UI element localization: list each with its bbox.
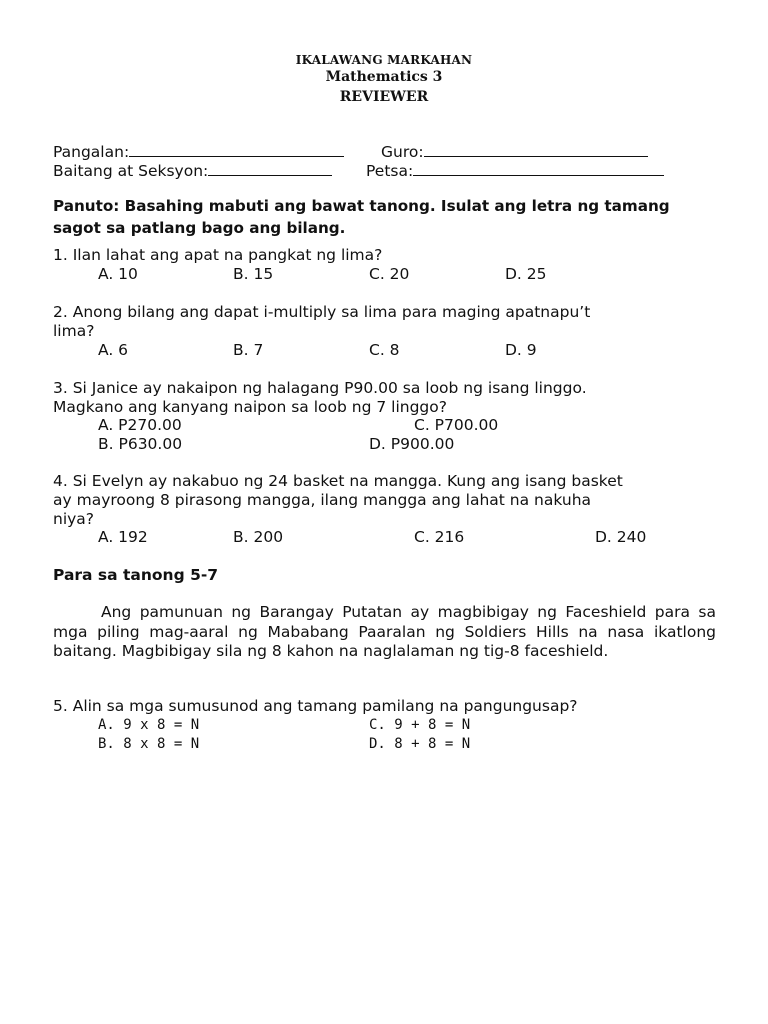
section-passage: Ang pamunuan ng Barangay Putatan ay magbibigay ng Faceshield para sa mga piling mag-aaral ng Mababang Paaralan ng Soldiers Hills na nasa ikatlong baitang. Magbibigay sila ng 8 kahon na naglalaman ng tig-8 faceshield. — [53, 603, 716, 660]
q3-option-d: D. P900.00 — [369, 435, 455, 453]
q1-option-d: D. 25 — [505, 265, 547, 283]
question-2-line-2: lima? — [53, 322, 95, 340]
teacher-label: Guro: — [381, 143, 424, 161]
q2-option-c: C. 8 — [369, 341, 400, 359]
grade-section-blank — [208, 160, 332, 176]
q3-option-a: A. P270.00 — [98, 416, 182, 434]
question-4-line-2: ay mayroong 8 pirasong mangga, ilang mangga ang lahat na nakuha — [53, 491, 592, 509]
question-3-line-1: 3. Si Janice ay nakaipon ng halagang P90.00 sa loob ng isang linggo. — [53, 379, 587, 397]
date-label: Petsa: — [366, 162, 414, 180]
question-4-line-3: niya? — [53, 510, 95, 528]
q4-option-b: B. 200 — [233, 528, 284, 546]
instructions-line-2: sagot sa patlang bago ang bilang. — [53, 219, 346, 237]
q5-option-b: B. 8 x 8 = N — [98, 736, 200, 752]
name-label: Pangalan: — [53, 143, 130, 161]
q3-option-c: C. P700.00 — [414, 416, 499, 434]
q4-option-a: A. 192 — [98, 528, 148, 546]
q2-option-a: A. 6 — [98, 341, 129, 359]
question-1: 1. Ilan lahat ang apat na pangkat ng lima? — [53, 246, 383, 264]
subject-heading: Mathematics 3 — [325, 69, 443, 85]
q2-option-b: B. 7 — [233, 341, 264, 359]
q3-option-b: B. P630.00 — [98, 435, 183, 453]
name-blank — [129, 141, 344, 157]
q1-option-b: B. 15 — [233, 265, 274, 283]
question-3-line-2: Magkano ang kanyang naipon sa loob ng 7 linggo? — [53, 398, 447, 416]
q1-option-a: A. 10 — [98, 265, 138, 283]
q1-option-c: C. 20 — [369, 265, 410, 283]
grade-section-field — [53, 160, 332, 181]
q2-option-d: D. 9 — [505, 341, 537, 359]
q5-option-a: A. 9 x 8 = N — [98, 717, 200, 733]
name-field — [53, 141, 344, 162]
q5-option-d: D. 8 + 8 = N — [369, 736, 471, 752]
teacher-blank — [424, 141, 648, 157]
reviewer-heading: REVIEWER — [339, 89, 429, 105]
q4-option-d: D. 240 — [595, 528, 647, 546]
grade-section-label: Baitang at Seksyon: — [53, 162, 209, 180]
question-4-line-1: 4. Si Evelyn ay nakabuo ng 24 basket na mangga. Kung ang isang basket — [53, 472, 623, 490]
instructions-line-1: Panuto: Basahing mabuti ang bawat tanong. Isulat ang letra ng tamang — [53, 197, 670, 215]
question-5: 5. Alin sa mga sumusunod ang tamang pamilang na pangungusap? — [53, 697, 578, 715]
q5-option-c: C. 9 + 8 = N — [369, 717, 471, 733]
quarter-heading: IKALAWANG MARKAHAN — [295, 53, 473, 67]
date-field — [366, 160, 664, 181]
section-title: Para sa tanong 5-7 — [53, 566, 219, 584]
date-blank — [413, 160, 664, 176]
question-2-line-1: 2. Anong bilang ang dapat i-multiply sa lima para maging apatnapu’t — [53, 303, 591, 321]
teacher-field — [381, 141, 648, 162]
q4-option-c: C. 216 — [414, 528, 465, 546]
